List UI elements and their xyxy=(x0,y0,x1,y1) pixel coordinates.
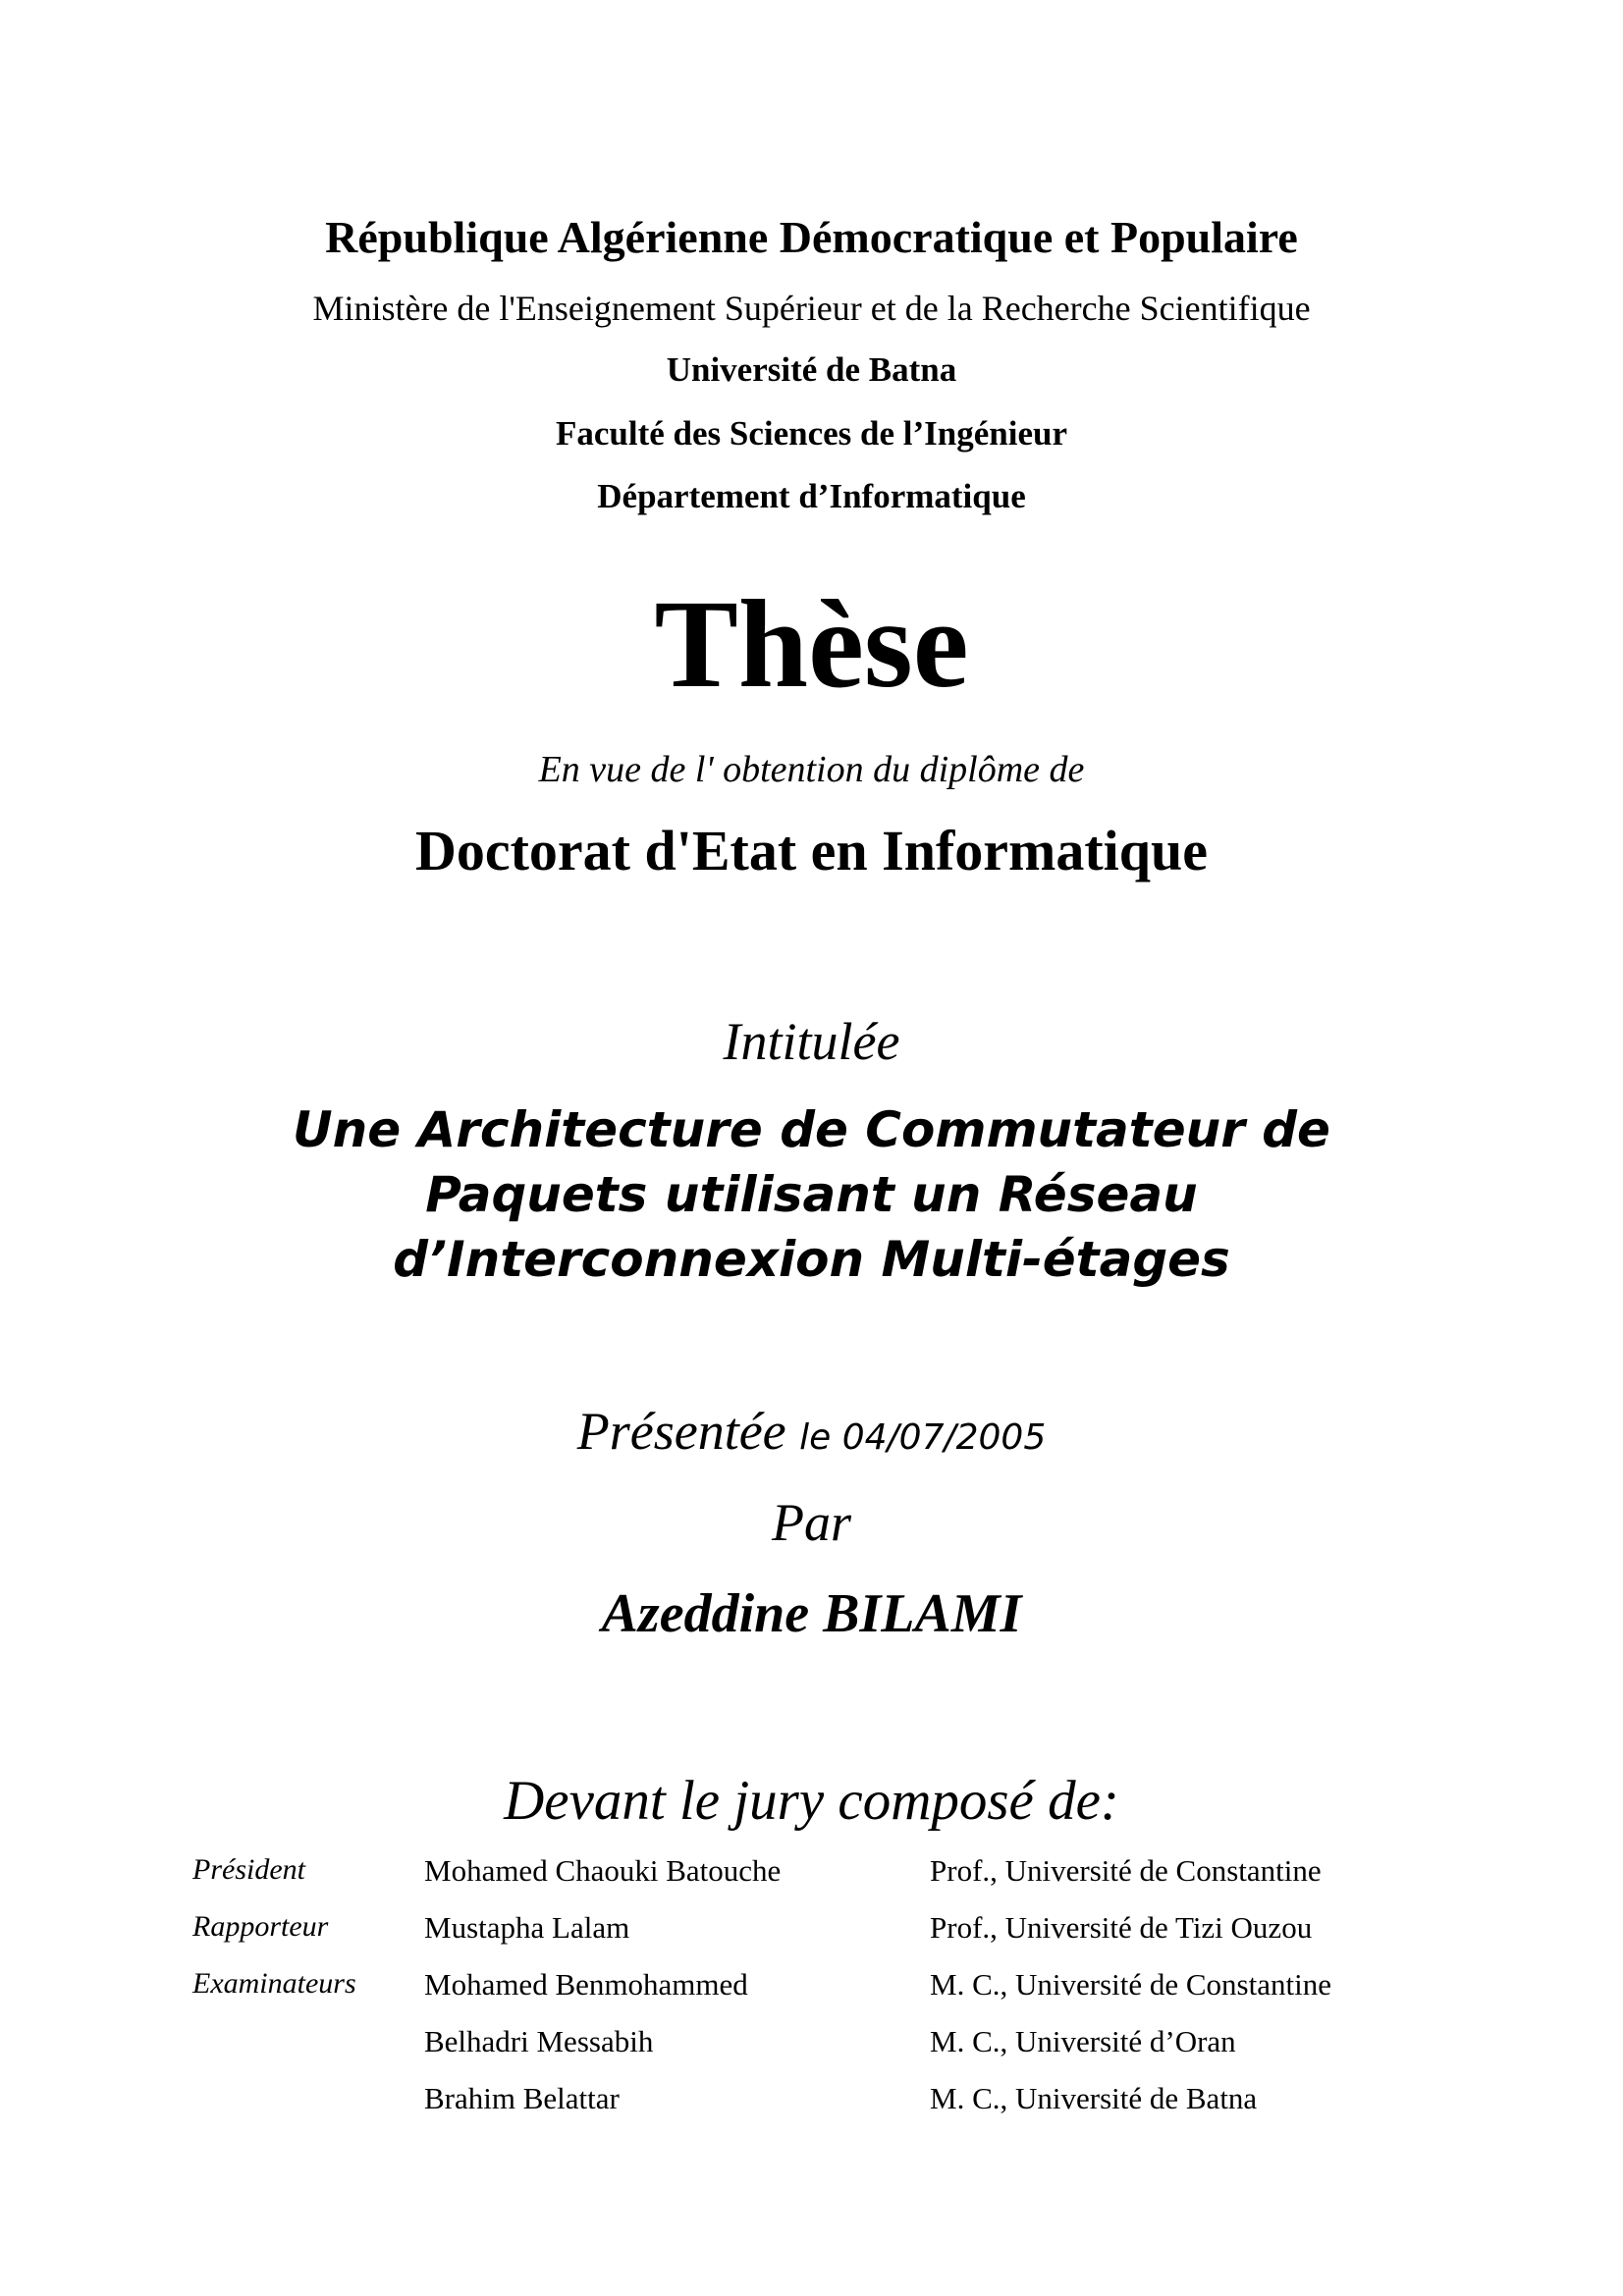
thesis-title-line: d’Interconnexion Multi-étages xyxy=(393,1231,1230,1288)
jury-member-affiliation: Prof., Université de Constantine xyxy=(930,1853,1322,1888)
department-line: Département d’Informatique xyxy=(597,477,1026,515)
university-line: Université de Batna xyxy=(666,350,957,389)
degree-purpose-line: En vue de l' obtention du diplôme de xyxy=(538,749,1085,790)
presentation-date: le 04/07/2005 xyxy=(799,1417,1047,1458)
presentation-line xyxy=(0,1401,1623,1462)
by-label: Par xyxy=(772,1493,851,1552)
degree-name: Doctorat d'Etat en Informatique xyxy=(414,819,1209,882)
jury-row xyxy=(192,2081,1469,2138)
jury-member-affiliation: M. C., Université de Constantine xyxy=(930,1967,1331,2002)
republic-line: République Algérienne Démocratique et Populaire xyxy=(325,212,1298,262)
jury-role: Examinateurs xyxy=(192,1967,356,2000)
thesis-title-line: Une Architecture de Commutateur de xyxy=(293,1101,1330,1158)
jury-member-name: Mohamed Chaouki Batouche xyxy=(424,1853,782,1888)
jury-member-affiliation: M. C., Université de Batna xyxy=(930,2081,1258,2115)
jury-member-affiliation: Prof., Université de Tizi Ouzou xyxy=(930,1910,1313,1945)
jury-row xyxy=(192,1853,1469,1910)
jury-member-name: Belhadri Messabih xyxy=(424,2024,654,2058)
jury-list xyxy=(192,1853,1469,2138)
faculty-line: Faculté des Sciences de l’Ingénieur xyxy=(555,414,1068,453)
thesis-title xyxy=(0,1097,1623,1292)
author-name: Azeddine BILAMI xyxy=(601,1583,1022,1644)
titled-label: Intitulée xyxy=(723,1012,900,1071)
thesis-heading: Thèse xyxy=(654,574,969,714)
jury-role: Président xyxy=(192,1853,305,1886)
jury-member-name: Mustapha Lalam xyxy=(424,1910,630,1945)
presented-label: Présentée xyxy=(576,1402,786,1461)
jury-row xyxy=(192,2024,1469,2081)
jury-heading: Devant le jury composé de: xyxy=(504,1770,1119,1832)
ministry-line: Ministère de l'Enseignement Supérieur et de la Recherche Scientifique xyxy=(312,289,1311,328)
thesis-title-line: Paquets utilisant un Réseau xyxy=(425,1166,1198,1223)
jury-row xyxy=(192,1967,1469,2024)
jury-member-name: Mohamed Benmohammed xyxy=(424,1967,748,2002)
jury-role: Rapporteur xyxy=(192,1910,329,1943)
jury-member-name: Brahim Belattar xyxy=(424,2081,620,2115)
jury-member-affiliation: M. C., Université d’Oran xyxy=(930,2024,1236,2058)
jury-row xyxy=(192,1910,1469,1967)
